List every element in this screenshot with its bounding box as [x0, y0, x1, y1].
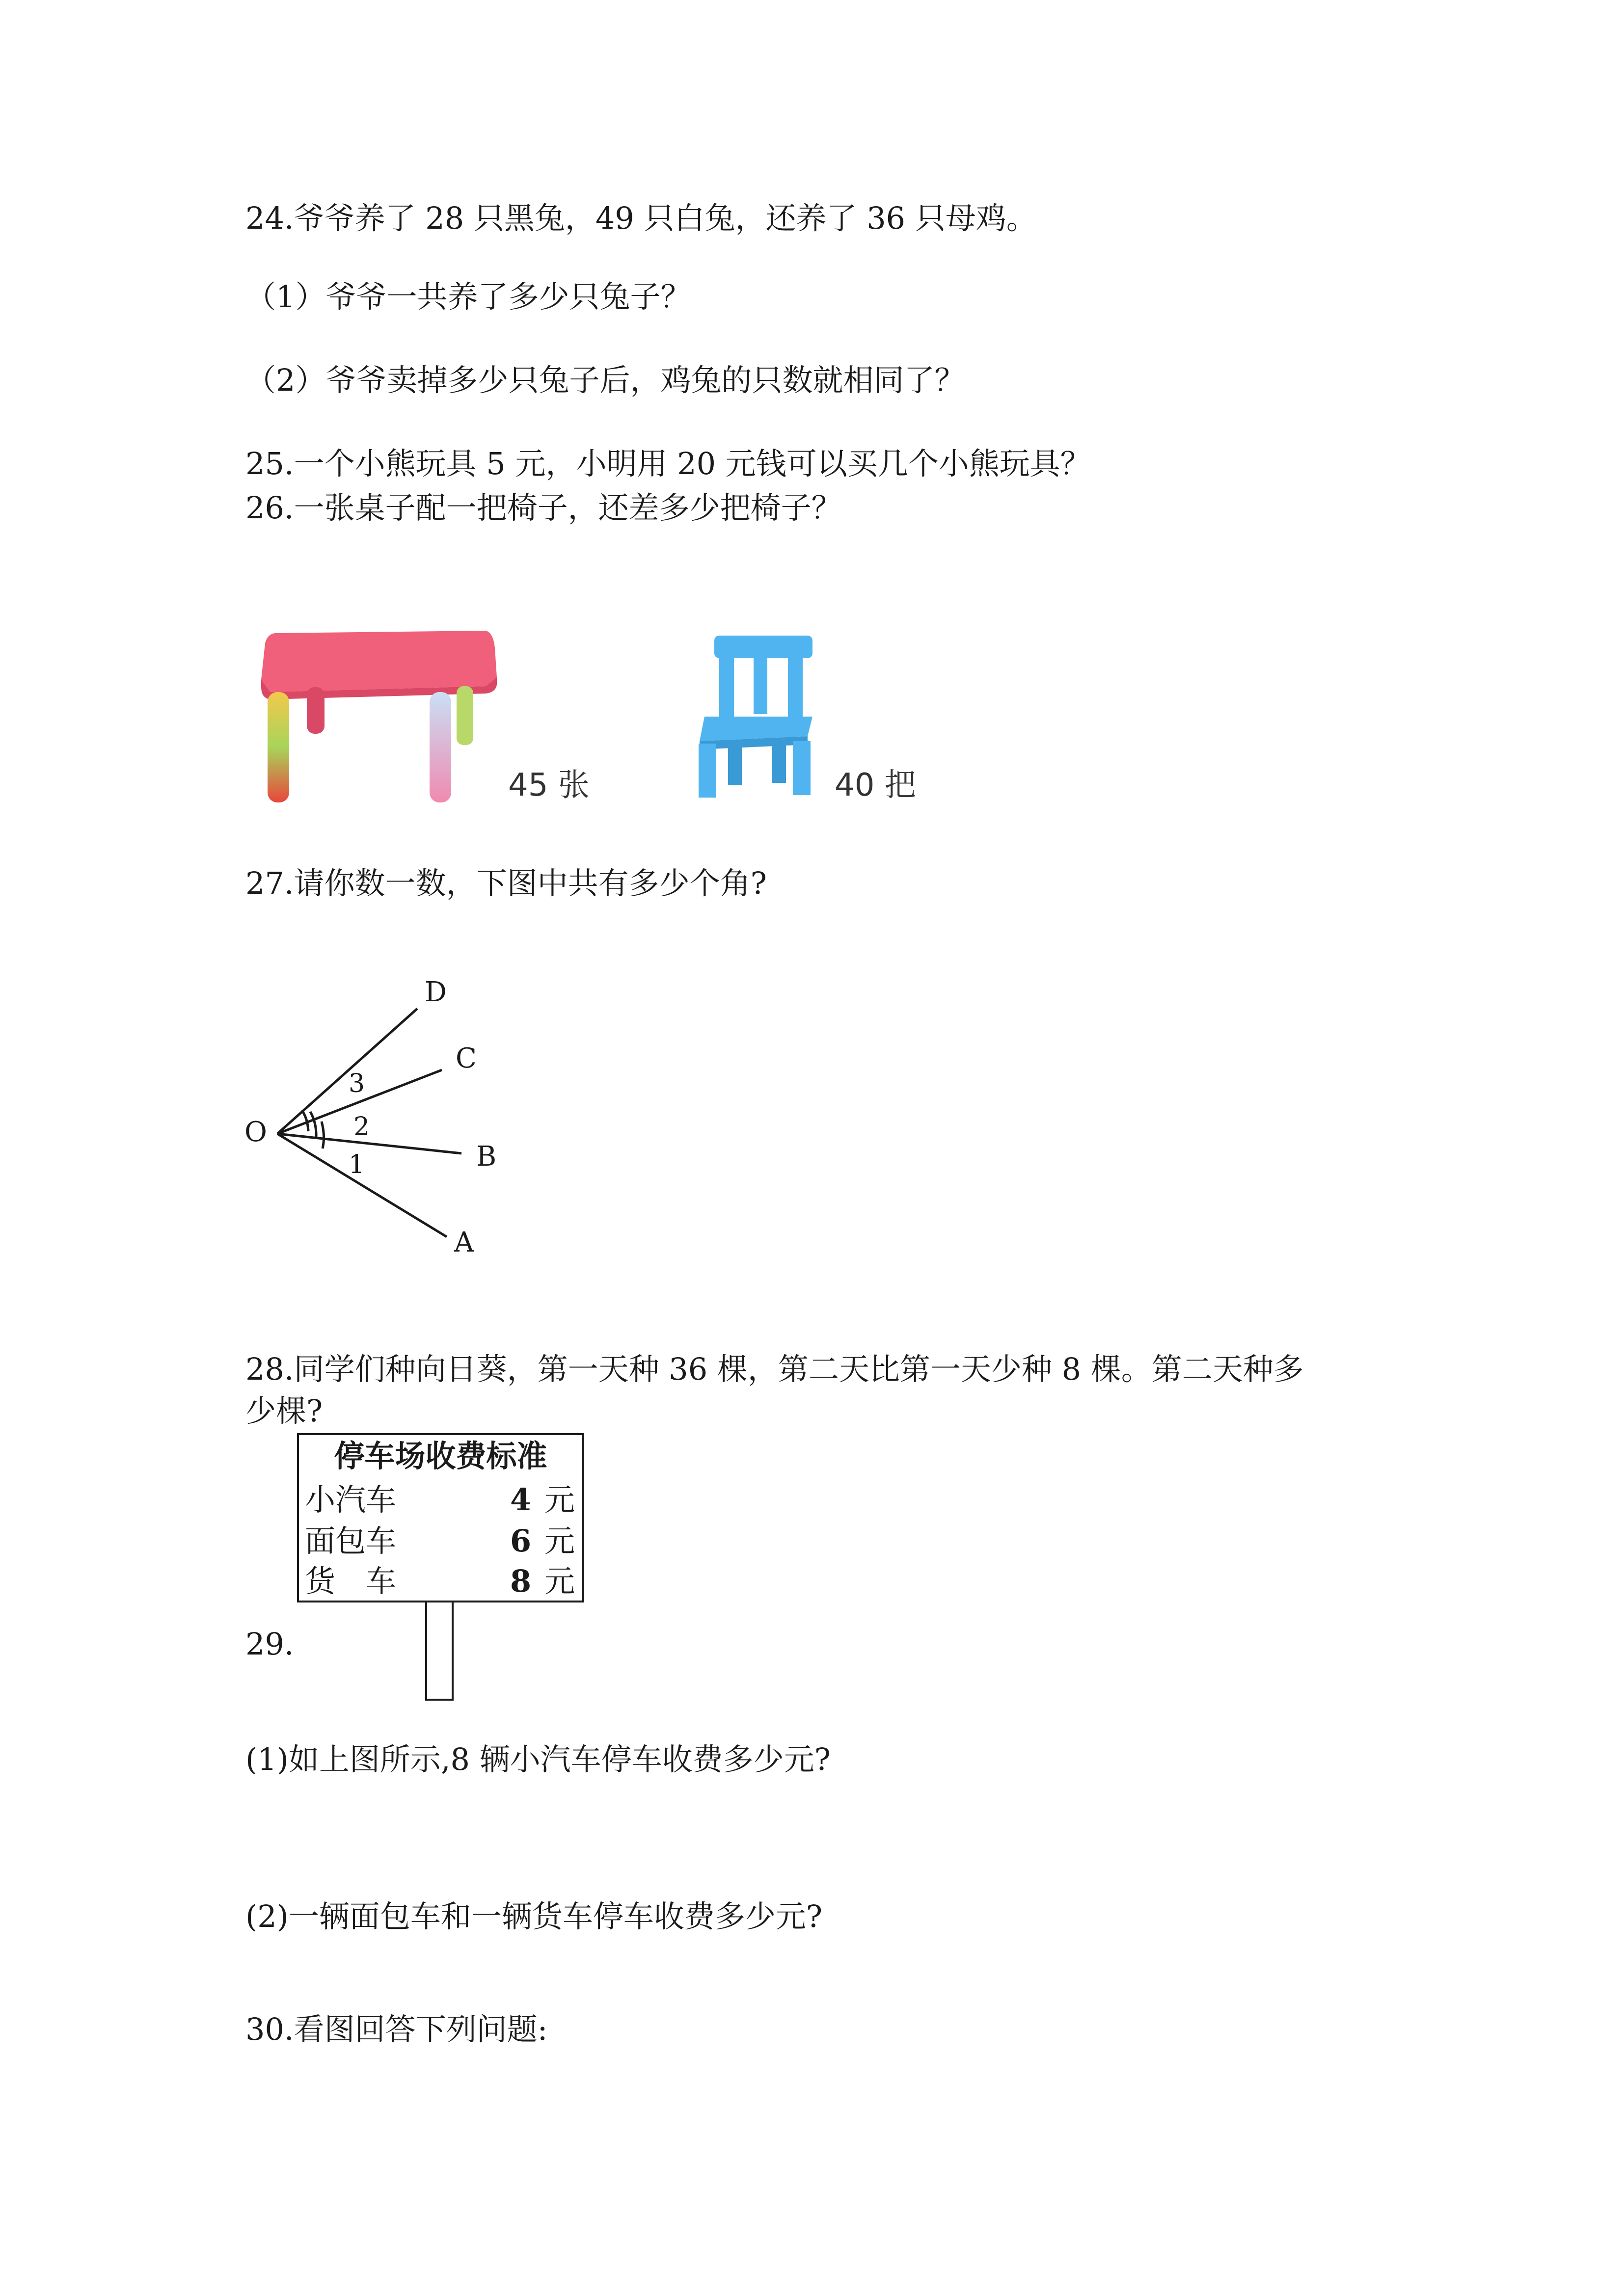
q29-number: 29.	[245, 1626, 294, 1662]
q28-stem-line-2: 少棵?	[245, 1393, 323, 1429]
sign-row-1-vehicle: 小汽车	[305, 1482, 397, 1518]
angle-label-2: 2	[353, 1112, 370, 1142]
q24-subquestion-2: （2）爷爷卖掉多少只兔子后，鸡兔的只数就相同了？	[245, 362, 965, 398]
point-label-b: B	[476, 1141, 497, 1173]
parking-fee-sign	[297, 1433, 584, 1602]
sign-row-2-vehicle: 面包车	[305, 1523, 397, 1559]
point-label-d: D	[425, 976, 447, 1008]
q24-subquestion-1: （1）爷爷一共养了多少只兔子？	[245, 279, 691, 315]
point-label-a: A	[454, 1227, 474, 1258]
angle-arc-2	[310, 1112, 316, 1137]
table-count-label: 45 张	[508, 767, 590, 803]
q29-subquestion-1: (1)如上图所示,8 辆小汽车停车收费多少元?	[245, 1741, 831, 1777]
sign-row-1-price: 4	[510, 1482, 532, 1518]
chair-image	[690, 631, 827, 802]
q27-stem: 27.请你数一数，下图中共有多少个角?	[245, 865, 767, 901]
sign-row-3-vehicle: 货 车	[305, 1563, 397, 1599]
sign-post	[425, 1602, 454, 1701]
angle-diagram	[236, 972, 520, 1276]
point-label-c: C	[456, 1042, 477, 1074]
sign-title: 停车场收费标准	[334, 1438, 547, 1474]
q25-stem: 25.一个小熊玩具 5 元，小明用 20 元钱可以买几个小熊玩具？	[245, 446, 1091, 481]
ray-od	[277, 1009, 417, 1134]
sign-row-2-price: 6	[510, 1523, 532, 1559]
table-image	[255, 623, 511, 810]
q24-stem: 24.爷爷养了 28 只黑兔，49 只白兔，还养了 36 只母鸡。	[245, 200, 1037, 236]
q26-stem: 26.一张桌子配一把椅子，还差多少把椅子？	[245, 490, 842, 526]
q28-stem-line-1: 28.同学们种向日葵，第一天种 36 棵，第二天比第一天少种 8 棵。第二天种多	[245, 1351, 1304, 1387]
sign-row-1-unit: 元	[544, 1482, 575, 1518]
q29-subquestion-2: (2)一辆面包车和一辆货车停车收费多少元?	[245, 1898, 823, 1934]
angle-arc-1	[322, 1121, 324, 1148]
sign-row-3-unit: 元	[544, 1563, 575, 1599]
sign-row-3-price: 8	[510, 1563, 532, 1599]
q30-stem: 30.看图回答下列问题:	[245, 2011, 548, 2047]
sign-row-2-unit: 元	[544, 1523, 575, 1559]
angle-label-1: 1	[349, 1150, 365, 1179]
angle-label-3: 3	[349, 1069, 365, 1098]
point-label-o: O	[244, 1116, 267, 1148]
angle-arc-3	[302, 1110, 308, 1131]
chair-count-label: 40 把	[835, 767, 916, 803]
